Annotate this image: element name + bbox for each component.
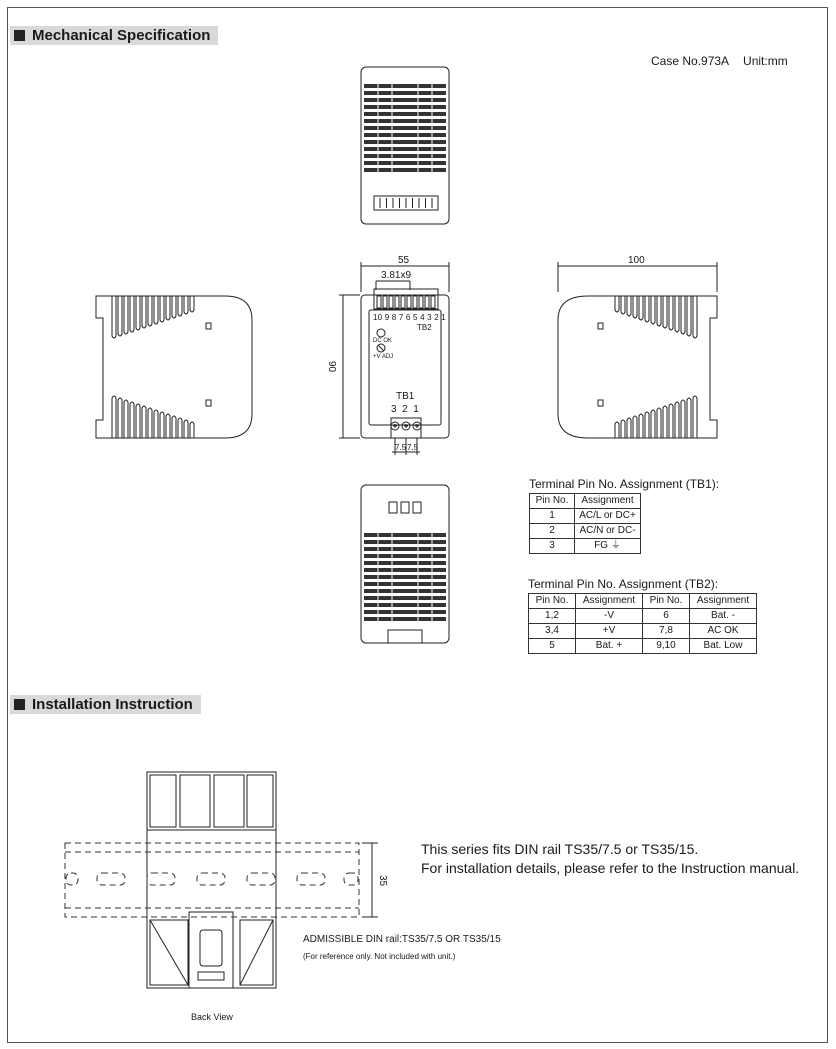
- top-view-drawing: [361, 67, 449, 224]
- side-fin: [675, 296, 679, 332]
- front-view-drawing: [339, 262, 449, 455]
- side-fin: [639, 414, 643, 438]
- table-row: [530, 524, 641, 539]
- table-cell: 3,4: [529, 624, 576, 639]
- side-fin: [645, 296, 649, 322]
- vent-fin: [364, 582, 446, 586]
- table-header-cell: Pin No.: [643, 594, 690, 609]
- side-fin: [172, 296, 176, 318]
- side-fin: [681, 400, 685, 438]
- vent-fin: [364, 610, 446, 614]
- left-side-view-drawing: [96, 296, 252, 438]
- vent-fin: [364, 540, 446, 544]
- dim-pitch-label: 3.81x9: [381, 270, 412, 281]
- tb2-pin: [431, 296, 435, 308]
- vent-fin: [364, 91, 446, 95]
- side-fin: [615, 422, 619, 438]
- side-fin: [148, 296, 152, 326]
- side-fin: [166, 296, 170, 320]
- table-header-cell: Pin No.: [530, 494, 575, 509]
- v-adj-label: +V ADJ: [373, 354, 394, 360]
- table-cell: AC/L or DC+: [575, 509, 641, 524]
- table-header-cell: Pin No.: [529, 594, 576, 609]
- vent-fin: [364, 533, 446, 537]
- side-fin: [675, 402, 679, 438]
- vent-fin: [364, 84, 446, 88]
- tb2-pin: [407, 296, 411, 308]
- side-fin: [154, 296, 158, 324]
- dim-height-label: 90: [326, 360, 338, 373]
- tb1-table-title: Terminal Pin No. Assignment (TB1):: [529, 477, 720, 491]
- vent-fin: [364, 589, 446, 593]
- square-bullet-icon: [14, 699, 25, 710]
- side-fin: [651, 296, 655, 324]
- side-fin: [178, 418, 182, 438]
- side-fin: [621, 420, 625, 438]
- side-fin: [681, 296, 685, 334]
- side-fin: [687, 296, 691, 336]
- table-row: [530, 509, 641, 524]
- installation-line-2: For installation details, please refer to the Instruction manual.: [421, 860, 800, 876]
- vent-fin: [364, 161, 446, 165]
- tb2-pin: [401, 296, 405, 308]
- side-fin: [130, 296, 134, 332]
- rail-dim-label: 35: [377, 874, 389, 887]
- side-fin: [627, 418, 631, 438]
- table-header-cell: Assignment: [575, 494, 641, 509]
- side-fin: [633, 296, 637, 318]
- side-fin: [669, 296, 673, 330]
- installation-title: Installation Instruction: [32, 696, 193, 713]
- tb2-pin: [419, 296, 423, 308]
- table-header-row: [530, 494, 641, 509]
- vent-fin: [364, 575, 446, 579]
- vent-fin: [364, 147, 446, 151]
- table-cell: 3: [530, 539, 575, 554]
- tb2-label: TB2: [417, 323, 432, 332]
- back-view-label: Back View: [191, 1012, 233, 1022]
- vent-fin: [364, 140, 446, 144]
- table-cell: 7,8: [643, 624, 690, 639]
- vent-fin: [364, 126, 446, 130]
- table-cell: 1,2: [529, 609, 576, 624]
- tb2-table-title: Terminal Pin No. Assignment (TB2):: [528, 577, 719, 591]
- tb1-pitch-a-label: 7.5: [395, 443, 407, 452]
- table-cell: AC OK: [690, 624, 757, 639]
- back-view-drawing: [147, 772, 276, 988]
- vent-fin: [364, 154, 446, 158]
- side-fin: [178, 296, 182, 316]
- table-row: [529, 624, 757, 639]
- side-fin: [639, 296, 643, 320]
- vent-fin: [364, 561, 446, 565]
- vent-fin: [364, 547, 446, 551]
- vent-fin: [364, 98, 446, 102]
- table-cell: 2: [530, 524, 575, 539]
- tb1-table: [529, 493, 641, 554]
- vent-fin: [364, 133, 446, 137]
- vent-fin: [364, 596, 446, 600]
- dim-depth-label: 100: [628, 255, 645, 266]
- side-fin: [148, 408, 152, 438]
- side-fin: [663, 406, 667, 438]
- side-fin: [160, 296, 164, 322]
- side-fin: [112, 396, 116, 438]
- side-fin: [627, 296, 631, 316]
- side-fin: [172, 416, 176, 438]
- table-cell: Bat. +: [576, 639, 643, 654]
- tb2-pin: [413, 296, 417, 308]
- unit-label: Unit:mm: [743, 54, 788, 68]
- table-header-cell: Assignment: [690, 594, 757, 609]
- vent-fin: [364, 603, 446, 607]
- tb1-pitch-b-label: 7.5: [407, 443, 419, 452]
- side-fin: [633, 416, 637, 438]
- side-fin: [118, 398, 122, 438]
- side-fin: [657, 296, 661, 326]
- mechanical-spec-title: Mechanical Specification: [32, 27, 211, 44]
- side-fin: [693, 396, 697, 438]
- reference-note: (For reference only. Not included with unit.): [303, 952, 456, 961]
- table-header-row: [529, 594, 757, 609]
- tb2-pin: [377, 296, 381, 308]
- vent-fin: [364, 119, 446, 123]
- tb2-pin-numbers: 10 9 8 7 6 5 4 3 2 1: [373, 313, 446, 322]
- side-fin: [190, 422, 194, 438]
- table-row: [529, 639, 757, 654]
- table-header-cell: Assignment: [576, 594, 643, 609]
- dc-ok-label: DC OK: [373, 338, 393, 344]
- side-fin: [160, 412, 164, 438]
- vent-fin: [364, 617, 446, 621]
- tb2-table: [528, 593, 757, 654]
- side-fin: [669, 404, 673, 438]
- tb2-pin: [383, 296, 387, 308]
- table-cell: 1: [530, 509, 575, 524]
- side-fin: [124, 400, 128, 438]
- table-cell: Bat. -: [690, 609, 757, 624]
- tb2-pin: [395, 296, 399, 308]
- side-fin: [645, 412, 649, 438]
- side-fin: [621, 296, 625, 314]
- side-fin: [118, 296, 122, 336]
- side-fin: [184, 420, 188, 438]
- table-cell: FG ⏚: [575, 539, 641, 554]
- installation-line-1: This series fits DIN rail TS35/7.5 or TS35/15.: [421, 841, 699, 857]
- tb1-label: TB1: [396, 391, 415, 402]
- table-cell: AC/N or DC-: [575, 524, 641, 539]
- tb2-pin: [425, 296, 429, 308]
- tb1-pin-numbers: 3 2 1: [391, 404, 419, 415]
- table-cell: -V: [576, 609, 643, 624]
- side-fin: [184, 296, 188, 314]
- side-fin: [112, 296, 116, 338]
- table-cell: 5: [529, 639, 576, 654]
- side-fin: [190, 296, 194, 312]
- vent-fin: [364, 568, 446, 572]
- side-fin: [124, 296, 128, 334]
- case-number: Case No.973A: [651, 54, 730, 68]
- side-fin: [166, 414, 170, 438]
- table-cell: 6: [643, 609, 690, 624]
- installation-header: [10, 695, 201, 714]
- tb2-pin: [389, 296, 393, 308]
- side-fin: [651, 410, 655, 438]
- side-fin: [687, 398, 691, 438]
- din-rail-drawing: [65, 843, 359, 917]
- table-cell: Bat. Low: [690, 639, 757, 654]
- side-fin: [142, 296, 146, 328]
- vent-fin: [364, 168, 446, 172]
- admissible-rail-text: ADMISSIBLE DIN rail:TS35/7.5 OR TS35/15: [303, 934, 501, 945]
- table-cell: 9,10: [643, 639, 690, 654]
- side-fin: [130, 402, 134, 438]
- vent-fin: [364, 112, 446, 116]
- dim-width-label: 55: [398, 255, 410, 266]
- side-fin: [142, 406, 146, 438]
- bottom-view-drawing: [361, 485, 449, 643]
- side-fin: [136, 296, 140, 330]
- table-row: [529, 609, 757, 624]
- side-fin: [136, 404, 140, 438]
- side-fin: [615, 296, 619, 312]
- vent-fin: [364, 554, 446, 558]
- side-fin: [154, 410, 158, 438]
- side-fin: [657, 408, 661, 438]
- table-row: [530, 539, 641, 554]
- side-fin: [693, 296, 697, 338]
- table-cell: +V: [576, 624, 643, 639]
- side-fin: [663, 296, 667, 328]
- right-side-view-drawing: [558, 262, 717, 438]
- vent-fin: [364, 105, 446, 109]
